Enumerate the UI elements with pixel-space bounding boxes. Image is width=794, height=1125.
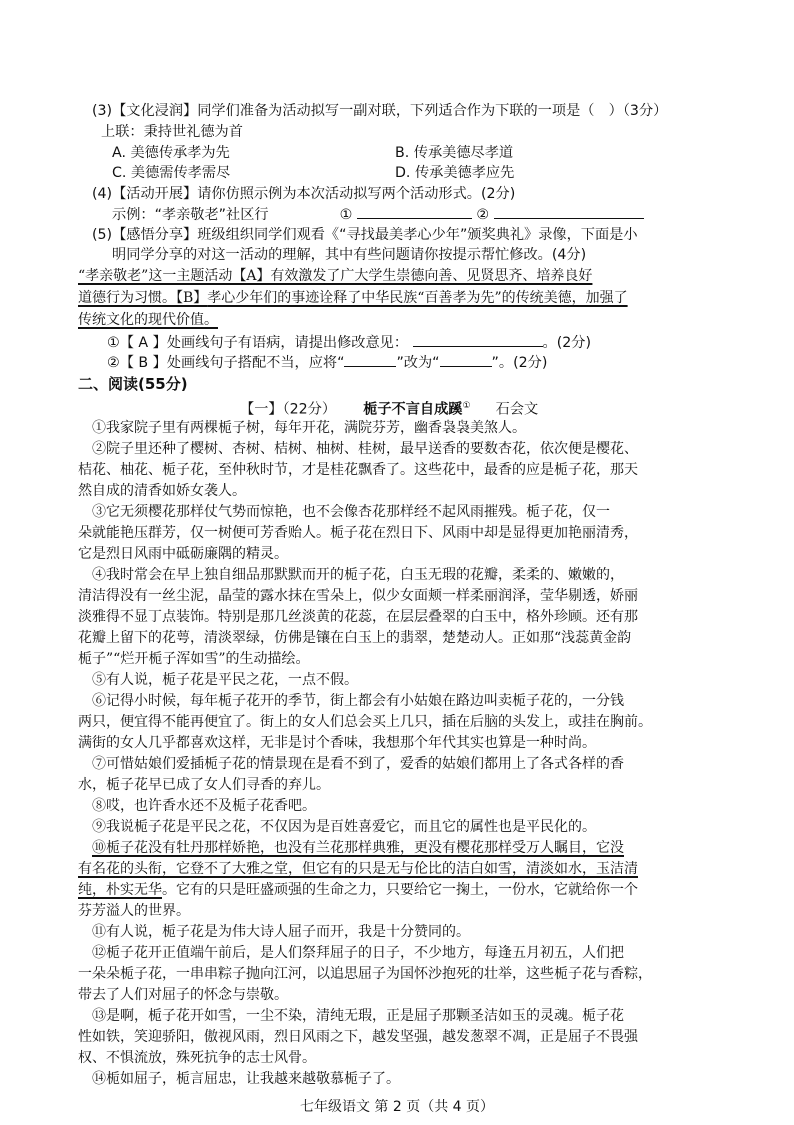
para10-line1-text: ⑩栀子花没有牡丹那样娇艳，也没有兰花那样典雅，更没有樱花那样受万人瞩目，它没 (92, 840, 624, 856)
q4-example: 示例：“孝亲敬老”社区行 (112, 207, 269, 223)
para10-line3-rest: 。它有的只是旺盛顽强的生命之力，只要给它一掬土，一份水，它就给你一个 (162, 882, 638, 898)
q5-sub2-prompt: ②【 B 】处画线句子搭配不当，应将“ (107, 355, 345, 371)
article-line: ⑬是啊，栀子花开如雪，一尘不染，清纯无瑕，正是屈子那颗圣洁如玉的灵魂。栀子花 (92, 1008, 624, 1024)
q5-passage-line1 (78, 266, 592, 286)
section-heading-reading: 二、阅读(55分) (78, 375, 188, 393)
article-title-row (240, 396, 538, 420)
q3-option-b: B. 传承美德尽孝道 (395, 145, 514, 161)
q3-upper-line: 上联：秉持世礼德为首 (101, 124, 243, 140)
article-line: ⑤有人说，栀子花是平民之花，一点不假。 (92, 672, 358, 688)
article-line: 性如铁，笑迎骄阳，傲视风雨，烈日风雨之下，越发坚强，越发葱翠不凋，正是屈子不畏强 (78, 1029, 638, 1045)
q5-passage-sentence-b: 孝心少年们的事迹诠释了中华民族“百善孝为先”的传统美德，加强了 (207, 290, 628, 306)
article-line: 桔花、柚花、栀子花，至仲秋时节，才是桂花飘香了。这些花中，最香的应是栀子花，那天 (78, 462, 638, 478)
article-line: ⑥记得小时候，每年栀子花开的季节，街上都会有小姑娘在路边叫卖栀子花的，一分钱 (92, 693, 624, 709)
article-author: 石会文 (495, 401, 539, 418)
q5-sub1-row (107, 332, 591, 353)
article-line: 花瓣上留下的花萼，清淡翠绿，仿佛是镶在白玉上的翡翠，楚楚动人。正如那“浅蕊黄金韵 (78, 630, 632, 646)
q5-passage-line3-text: 传统文化的现代价值。 (78, 312, 218, 328)
q5-stem-line2: 明同学分享的对这一活动的理解，其中有些问题请你按提示帮忙修改。(4分) (112, 247, 587, 263)
article-line: ⑫栀子花开正值端午前后，是人们祭拜屈子的日子，不少地方，每逢五月初五，人们把 (92, 945, 624, 961)
para10-line1 (92, 838, 624, 858)
q5-sub1-points: 。(2分) (542, 335, 592, 351)
article-line: 它是烈日风雨中砥砺廉隅的精灵。 (78, 546, 288, 562)
q5-sub2-blank-original[interactable] (344, 352, 396, 367)
article-title: 栀子不言自成蹊 (363, 401, 463, 418)
q3-option-c: C. 美德需传孝需尽 (112, 165, 231, 181)
page-footer: 七年级语文 第 2 页（共 4 页） (299, 1099, 495, 1115)
article-line: ④我时常会在早上独自细品那默默而开的栀子花，白玉无瑕的花瓣，柔柔的、嫩嫩的， (92, 567, 624, 583)
q5-passage-sentence-a-end: 道德行为习惯。【B】 (78, 290, 208, 306)
q5-sub2-blank-replacement[interactable] (440, 352, 492, 367)
article-line: ⑧哎，也许香水还不及栀子花香吧。 (92, 798, 316, 814)
q5-stem-line1: (5)【感悟分享】班级组织同学们观看《“寻找最美孝心少年”颁奖典礼》录像，下面是小 (92, 227, 638, 243)
para10-line2-text: 有名花的头衔，它登不了大雅之堂，但它有的只是无与伦比的洁白如雪，清淡如水，玉洁清 (78, 861, 638, 877)
article-note-mark: ① (462, 401, 471, 411)
q4-example-row (112, 204, 644, 225)
article-line: 带去了人们对屈子的怀念与崇敬。 (78, 987, 288, 1003)
article-line: 朵就能艳压群芳，仅一树便可芳香贻人。栀子花在烈日下、风雨中却是显得更加艳丽清秀， (78, 525, 638, 541)
article-line: ⑭栀如屈子，栀言屈忠，让我越来越敬慕栀子了。 (92, 1071, 400, 1087)
para10-line4: 芬芳溢人的世界。 (78, 903, 190, 919)
article-line: 栀子”“烂开栀子浑如雪”的生动描绘。 (78, 651, 310, 667)
q5-sub2-row (107, 352, 547, 373)
q3-stem: (3)【文化浸润】同学们准备为活动拟写一副对联，下列适合作为下联的一项是（ ）（3分） (92, 103, 668, 119)
article-line: ②院子里还种了樱树、杏树、桔树、柚树、桂树，最早送香的要数杏花，依次便是樱花、 (92, 441, 638, 457)
q5-passage-line1-text: “孝亲敬老”这一主题活动【A】有效激发了广大学生崇德向善、见贤思齐、培养良好 (78, 268, 593, 284)
article-line: 一朵朵栀子花，一串串粽子抛向江河，以追思屈子为国怀沙抱死的壮举，这些栀子花与香粽， (78, 966, 652, 982)
q5-sub2-mid: ”改为“ (396, 355, 440, 371)
article-line: 两只，便宜得不能再便宜了。街上的女人们总会买上几只，插在后脑的头发上，或挂在胸前。 (78, 714, 652, 730)
para10-line2 (78, 859, 638, 879)
para10-line3-underlined: 纯，朴实无华 (78, 882, 162, 898)
article-line: ⑦可惜姑娘们爱插栀子花的情景现在是看不到了，爱香的姑娘们都用上了各式各样的香 (92, 756, 624, 772)
q4-blank2-number: ② (476, 207, 490, 223)
article-line: 然自成的清香如娇女袭人。 (78, 483, 246, 499)
q5-passage-line2 (78, 288, 628, 308)
q5-sub2-points: ”。(2分) (491, 355, 548, 371)
article-line: ③它无须樱花那样仗气势而惊艳，也不会像杏花那样经不起风雨摧残。栀子花，仅一 (92, 504, 610, 520)
q4-answer-blank-1[interactable] (357, 204, 472, 219)
article-label: 【一】（22分） (240, 401, 337, 418)
article-line: 淡雅得不显丁点装饰。特别是那几丝淡黄的花蕊，在层层叠翠的白玉中，格外珍顾。还有那 (78, 609, 638, 625)
article-line: 水，栀子花早已成了女人们寻香的弃儿。 (78, 777, 330, 793)
q4-stem: (4)【活动开展】请你仿照示例为本次活动拟写两个活动形式。(2分) (92, 186, 516, 202)
q5-passage-line3 (78, 310, 218, 330)
article-line: ①我家院子里有两棵栀子树，每年开花，满院芬芳，幽香袅袅美煞人。 (92, 420, 526, 436)
article-line: 清洁得没有一丝尘泥，晶莹的露水抹在雪朵上，似少女面颊一样柔丽润泽，莹华剔透，娇丽 (78, 588, 638, 604)
q3-option-a: A. 美德传承孝为先 (112, 145, 230, 161)
q4-blank1-number: ① (339, 207, 353, 223)
article-line: ⑨我说栀子花是平民之花，不仅因为是百姓喜爱它，而且它的属性也是平民化的。 (92, 819, 596, 835)
article-line: 满街的女人几乎都喜欢这样，无非是讨个香味，我想那个年代其实也算是一种时尚。 (78, 735, 596, 751)
q4-answer-blank-2[interactable] (494, 204, 644, 219)
q5-sub1-prompt: ①【 A 】处画线句子有语病，请提出修改意见： (107, 335, 409, 351)
para10-line3 (78, 880, 638, 900)
q5-sub1-answer-blank[interactable] (413, 332, 543, 347)
article-line: ⑪有人说，栀子花是为伟大诗人屈子而开，我是十分赞同的。 (92, 924, 470, 940)
q3-option-d: D. 传承美德孝应先 (395, 165, 515, 181)
article-line: 权、不惧流放，殊死抗争的志士风骨。 (78, 1050, 316, 1066)
